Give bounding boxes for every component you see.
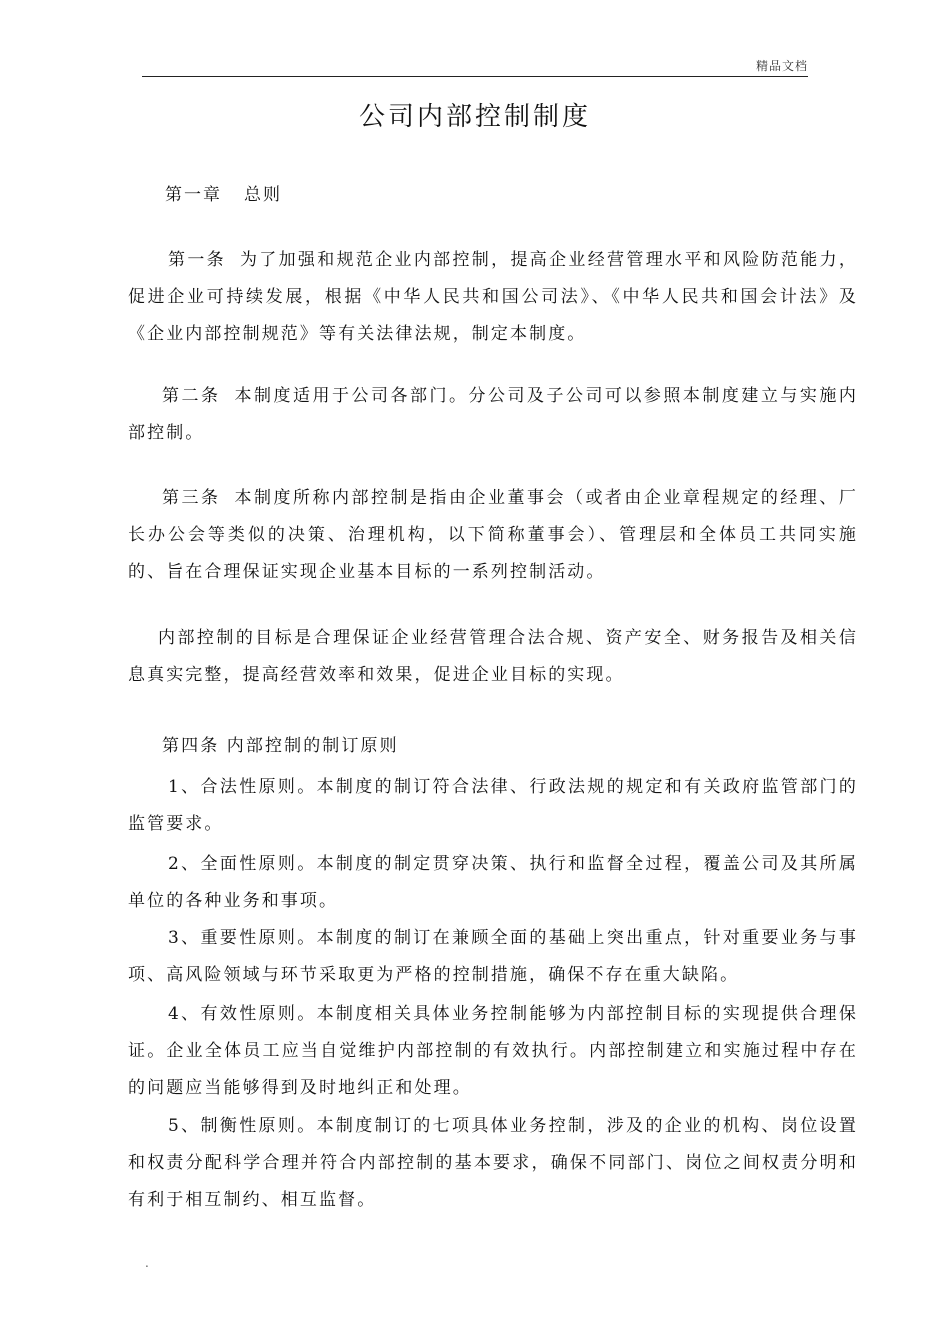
chapter-label: 第一章: [165, 185, 222, 205]
principle-1: 1、合法性原则。本制度的制订符合法律、行政法规的规定和有关政府监管部门的监管要求。: [128, 777, 858, 834]
principle-5: 5、制衡性原则。本制度制订的七项具体业务控制，涉及的企业的机构、岗位设置和权责分配科学合理并符合内部控制的基本要求，确保不同部门、岗位之间权责分明和有利于相互制约、相互监督。: [128, 1116, 858, 1210]
principle-3: 3、重要性原则。本制度的制订在兼顾全面的基础上突出重点，针对重要业务与事项、高风险领域与环节采取更为严格的控制措施，确保不存在重大缺陷。: [128, 928, 858, 985]
article-1-text: 为了加强和规范企业内部控制，提高企业经营管理水平和风险防范能力，促进企业可持续发展，根据《中华人民共和国公司法》、《中华人民共和国会计法》及《企业内部控制规范》等有关法律法规，制定本制度。: [128, 250, 858, 344]
article-4-heading: 第四条 内部控制的制订原则: [162, 736, 399, 756]
article-2-text: 本制度适用于公司各部门。分公司及子公司可以参照本制度建立与实施内部控制。: [128, 386, 858, 443]
chapter-heading: [165, 180, 282, 210]
article-3-goal: 内部控制的目标是合理保证企业经营管理合法合规、资产安全、财务报告及相关信息真实完整，提高经营效率和效果，促进企业目标的实现。: [128, 628, 858, 685]
principle-2: 2、全面性原则。本制度的制定贯穿决策、执行和监督全过程，覆盖公司及其所属单位的各种业务和事项。: [128, 854, 858, 911]
chapter-name: 总则: [244, 185, 282, 205]
article-3-label: 第三条: [162, 488, 221, 508]
page-title: 公司内部控制制度: [358, 102, 591, 132]
article-2: [128, 378, 858, 452]
article-1-label: 第一条: [168, 250, 226, 270]
header-rule: [142, 76, 808, 77]
header-mark: 精品文档: [755, 59, 808, 73]
article-3-text: 本制度所称内部控制是指由企业董事会（或者由企业章程规定的经理、厂长办公会等类似的决策、治理机构，以下简称董事会）、管理层和全体员工共同实施的、旨在合理保证实现企业基本目标的一系列控制活动。: [128, 488, 858, 582]
article-3: [128, 480, 858, 591]
principle-4: 4、有效性原则。本制度相关具体业务控制能够为内部控制目标的实现提供合理保证。企业全体员工应当自觉维护内部控制的有效执行。内部控制建立和实施过程中存在的问题应当能够得到及时地纠正和处理。: [128, 1004, 858, 1098]
footer-dot: .: [145, 1256, 149, 1270]
article-2-label: 第二条: [162, 386, 221, 406]
article-1: [128, 242, 858, 353]
